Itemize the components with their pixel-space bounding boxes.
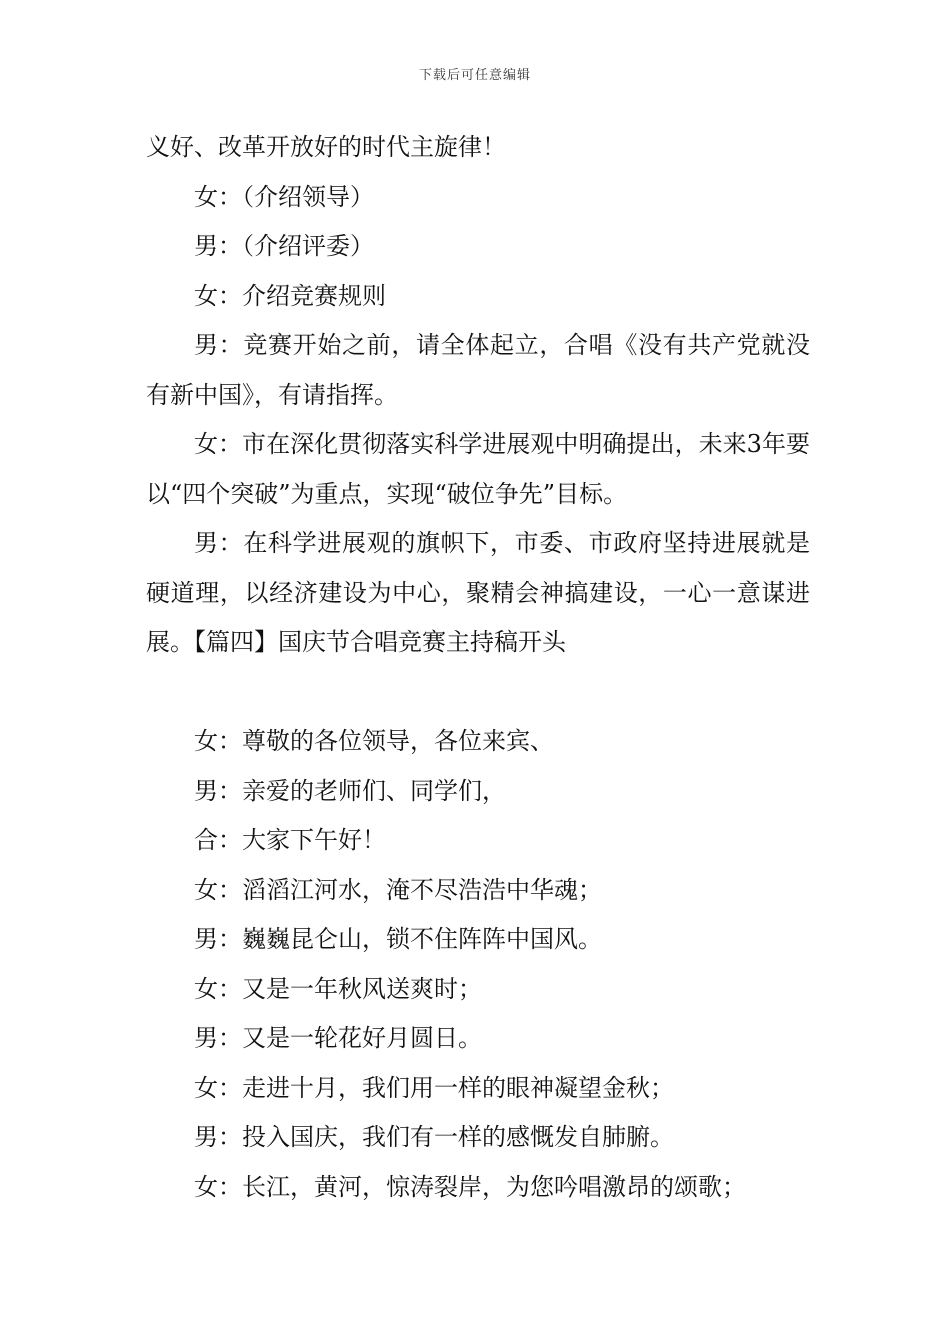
- paragraph: 男：亲爱的老师们、同学们，: [194, 776, 506, 805]
- paragraph: 男：在科学进展观的旗帜下，市委、市政府坚持进展就是硬道理，以经济建设为中心，聚精会神搞建设，一心一意谋进展。【篇四】国庆节合唱竞赛主持稿开头: [146, 529, 810, 656]
- paragraph: 女：尊敬的各位领导，各位来宾、: [194, 727, 554, 755]
- paragraph: 男：巍巍昆仑山，锁不住阵阵中国风。: [194, 925, 602, 953]
- document-body: [146, 123, 810, 1212]
- paragraph: 男：竞赛开始之前，请全体起立，合唱《没有共产党就没有新中国》，有请指挥。: [146, 331, 810, 409]
- paragraph: 合：大家下午好！: [194, 826, 386, 854]
- paragraph: 女：滔滔江河水，淹不尽浩浩中华魂；: [194, 875, 602, 904]
- paragraph: 女：长江，黄河，惊涛裂岸，为您吟唱激昂的颂歌；: [194, 1172, 746, 1201]
- paragraph: 女：（介绍领导）: [194, 182, 374, 211]
- paragraph: 女：市在深化贯彻落实科学进展观中明确提出，未来3年要以“四个突破”为重点，实现“破位争先”目标。: [146, 430, 810, 508]
- blank-line: [146, 668, 810, 718]
- paragraph: 男：（介绍评委）: [194, 232, 374, 260]
- paragraph: 女：走进十月，我们用一样的眼神凝望金秋；: [194, 1073, 674, 1102]
- paragraph: 男：投入国庆，我们有一样的感慨发自肺腑。: [194, 1123, 674, 1151]
- page-header: 下载后可任意编辑: [418, 68, 531, 83]
- paragraph: 女：又是一年秋风送爽时；: [194, 974, 482, 1003]
- paragraph: 女：介绍竞赛规则: [194, 281, 386, 310]
- paragraph: 义好、改革开放好的时代主旋律！: [146, 133, 506, 161]
- paragraph: 男：又是一轮花好月圆日。: [194, 1024, 482, 1052]
